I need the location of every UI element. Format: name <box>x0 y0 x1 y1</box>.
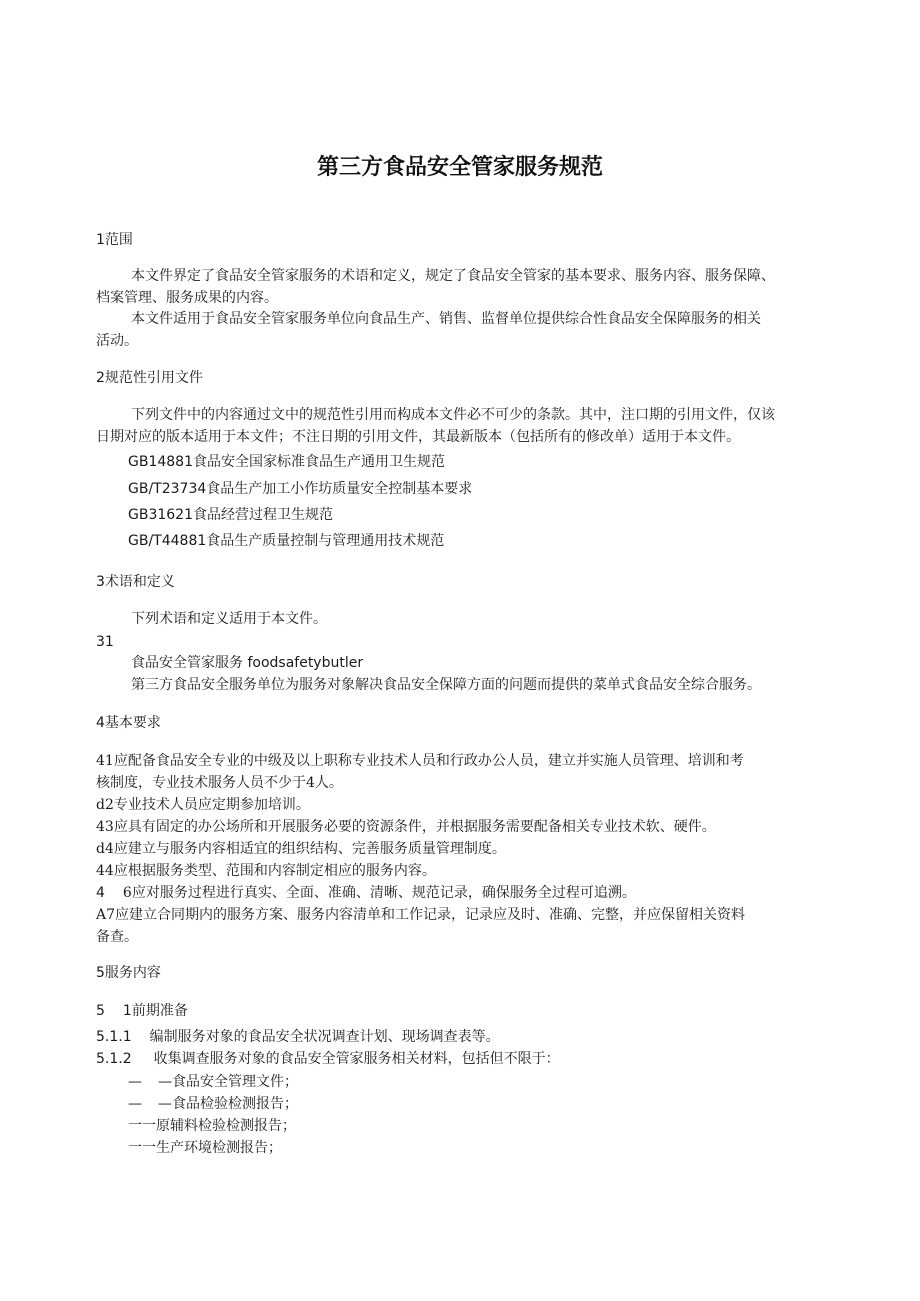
requirement-4-1-line-1: 41应配备食品安全专业的中级及以上职称专业技术人员和行政办公人员，建立并实施人员管理、培训和考 <box>96 753 744 769</box>
term-english: foodsafetybutler <box>247 655 364 671</box>
list-text: —食品安全管理文件； <box>158 1074 298 1090</box>
document-title: 第三方食品安全管家服务规范 <box>316 155 603 180</box>
list-text: —食品检验检测报告； <box>158 1096 298 1112</box>
requirement-4-6 <box>96 883 636 903</box>
subsection-5-1-number: 5 <box>96 1003 105 1019</box>
requirement-4-6-number: 4 <box>96 885 105 901</box>
reference-item <box>128 531 444 551</box>
reference-title: 食品生产加工小作坊质量安全控制基本要求 <box>206 481 473 497</box>
clause-text: 编制服务对象的食品安全状况调查计划、现场调查表等。 <box>149 1029 500 1045</box>
section-1-para-2-line-1: 本文件适用于食品安全管家服务单位向食品生产、销售、监督单位提供综合性食品安全保障服务的相关 <box>131 311 761 327</box>
term-chinese: 食品安全管家服务 <box>131 655 243 671</box>
requirement-4-3: 43应具有固定的办公场所和开展服务必要的资源条件，并根据服务需要配备相关专业技术软、硬件。 <box>96 819 716 835</box>
reference-code: GB/T44881 <box>128 533 207 549</box>
reference-item <box>128 479 472 499</box>
reference-item <box>128 452 445 472</box>
section-1-para-1-line-1: 本文件界定了食品安全管家服务的术语和定义，规定了食品安全管家的基本要求、服务内容、服务保障、 <box>131 268 775 284</box>
requirement-4-6-text: 6应对服务过程进行真实、全面、准确、清晰、规范记录，确保服务全过程可追溯。 <box>122 885 636 901</box>
section-2-para-line-1: 下列文件中的内容通过文中的规范性引用而构成本文件必不可少的条款。其中，注口期的引用文件，仅该 <box>131 407 775 423</box>
requirement-4-4: d4应建立与服务内容相适宜的组织结构、完善服务质量管理制度。 <box>96 841 506 857</box>
reference-title: 食品经营过程卫生规范 <box>193 507 333 523</box>
term-entry <box>131 653 363 673</box>
reference-item <box>128 505 333 525</box>
term-definition: 第三方食品安全服务单位为服务对象解决食品安全保障方面的问题而提供的菜单式食品安全综合服务。 <box>131 677 761 693</box>
list-item <box>128 1072 298 1092</box>
clause-text: 收集调查服务对象的食品安全管家服务相关材料，包括但不限于： <box>153 1051 560 1067</box>
section-1-heading: 1范围 <box>96 232 133 248</box>
list-item <box>128 1116 296 1136</box>
list-item <box>128 1094 298 1114</box>
list-dash: — <box>128 1096 142 1112</box>
section-2-heading: 2规范性引用文件 <box>96 370 203 386</box>
section-5-heading: 5服务内容 <box>96 965 161 981</box>
section-4-heading: 4基本要求 <box>96 715 161 731</box>
list-text: 一一生产环境检测报告； <box>128 1140 282 1156</box>
reference-title: 食品生产质量控制与管理通用技术规范 <box>206 533 445 549</box>
clause-5-1-1 <box>96 1027 500 1047</box>
requirement-4-7-line-2: 备查。 <box>96 929 138 945</box>
section-2-para-line-2: 日期对应的版本适用于本文件；不注日期的引用文件，其最新版本（包括所有的修改单）适用于本文件。 <box>96 429 740 445</box>
reference-code: GB31621 <box>128 507 193 523</box>
requirement-4-5: 44应根据服务类型、范围和内容制定相应的服务内容。 <box>96 863 436 879</box>
reference-title: 食品安全国家标准食品生产通用卫生规范 <box>193 454 445 470</box>
reference-code: GB/T23734 <box>128 481 207 497</box>
term-number: 31 <box>96 634 114 650</box>
list-dash: — <box>128 1074 142 1090</box>
section-1-para-2-line-2: 活动。 <box>96 333 138 349</box>
subsection-5-1-heading <box>96 1001 188 1021</box>
clause-5-1-2 <box>96 1049 560 1069</box>
clause-number: 5.1.2 <box>96 1051 132 1067</box>
list-item <box>128 1138 282 1158</box>
section-3-heading: 3术语和定义 <box>96 574 175 590</box>
list-text: 一一原辅料检验检测报告； <box>128 1118 296 1134</box>
requirement-4-2: d2专业技术人员应定期参加培训。 <box>96 797 310 813</box>
requirement-4-7-line-1: A7应建立合同期内的服务方案、服务内容清单和工作记录，记录应及时、准确、完整，并应保留相关资料 <box>96 907 746 923</box>
clause-number: 5.1.1 <box>96 1029 132 1045</box>
requirement-4-1-line-2: 核制度，专业技术服务人员不少于4人。 <box>96 775 343 791</box>
section-1-para-1-line-2: 档案管理、服务成果的内容。 <box>96 290 278 306</box>
subsection-5-1-title: 1前期准备 <box>122 1003 188 1019</box>
section-3-intro: 下列术语和定义适用于本文件。 <box>131 611 327 627</box>
reference-code: GB14881 <box>128 454 193 470</box>
